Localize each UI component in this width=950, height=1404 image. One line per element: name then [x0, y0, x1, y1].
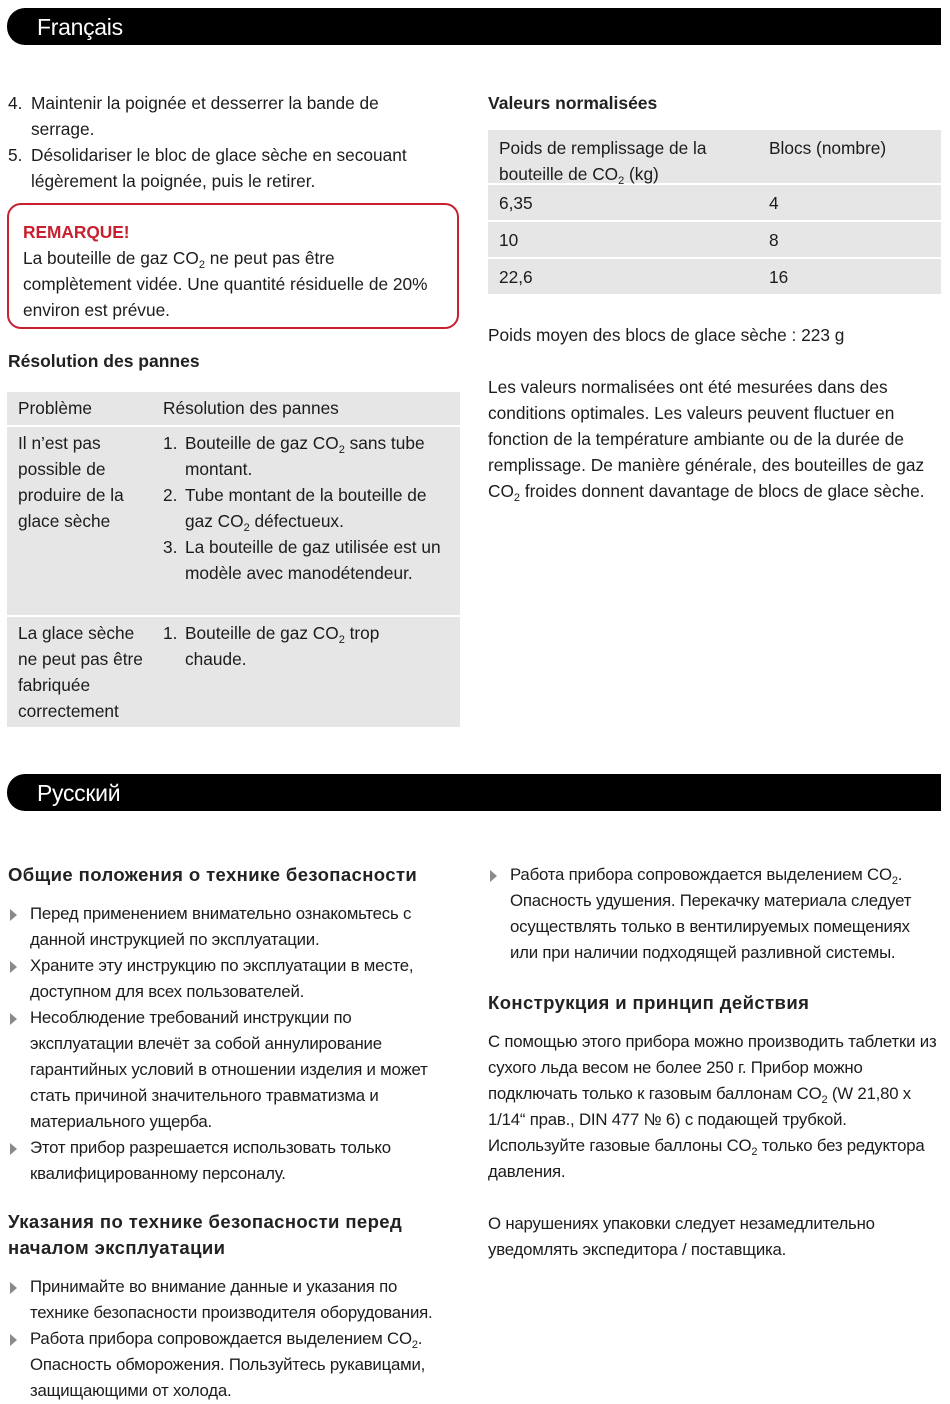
- bullet-arrow-icon: [10, 1013, 17, 1025]
- remark-label: REMARQUE!: [23, 222, 130, 242]
- values-note: Les valeurs normalisées ont été mesurées dans des conditions optimales. Les valeurs peuvent fluctuer en fonction de la température ambiante ou de la durée de remplissage. De manière générale, des bouteilles de gaz $CO_2$ froides donnent davantage de blocs de glace sèche.: [488, 377, 925, 504]
- remark-box: [7, 203, 459, 329]
- list-item: Храните эту инструкцию по эксплуатации в месте, доступном для всех пользователей.: [8, 953, 458, 1005]
- bullet-arrow-icon: [10, 961, 17, 973]
- bullet-arrow-icon: [490, 870, 497, 882]
- packaging-paragraph: О нарушениях упаковки следует незамедлительно уведомлять экспедитора / поставщика.: [488, 1214, 875, 1259]
- weight-cell: 22,6: [499, 267, 533, 287]
- values-heading: Valeurs normalisées: [488, 93, 658, 113]
- before-use-heading: Указания по технике безопасности перед началом эксплуатации: [8, 1211, 403, 1258]
- values-table: [488, 130, 941, 296]
- column-header-weight: Poids de remplissage de la bouteille de $CO_2$ (kg): [499, 138, 707, 187]
- before-use-list-continued: [488, 862, 940, 966]
- solution-cell: [163, 617, 460, 727]
- average-weight: Poids moyen des blocs de glace sèche : 223 g: [488, 325, 845, 345]
- section-header-french: [7, 8, 941, 45]
- table-row: [7, 617, 460, 727]
- list-item: Работа прибора сопровождается выделением $CO_2$. Опасность удушения. Перекачку материала следует осуществлять только в вентилируемых помещениях или при наличии подходящей разливной системы.: [488, 862, 940, 966]
- table-row: [488, 259, 941, 296]
- construction-paragraph: С помощью этого прибора можно производить таблетки из сухого льда весом не более 250 г. Прибор можно подключать только к газовым баллонам $CO_2$ (W 21,80 x 1/14“ прав., DIN 477 № 6) с подающей трубкой. Используйте газовые баллоны $CO_2$ только без редуктора давления.: [488, 1032, 937, 1181]
- table-row: [488, 185, 941, 222]
- bullet-arrow-icon: [10, 909, 17, 921]
- section-header-russian: [7, 774, 941, 811]
- step-item: 5. Désolidariser le bloc de glace sèche en secouant légèrement la poignée, puis le retirer.: [8, 145, 407, 191]
- column-header-solution: Résolution des pannes: [163, 398, 339, 418]
- section-title: Français: [37, 14, 123, 40]
- blocks-cell: 8: [769, 230, 779, 250]
- list-item: Этот прибор разрешается использовать только квалифицированному персоналу.: [8, 1135, 458, 1187]
- list-item: Несоблюдение требований инструкции по эксплуатации влечёт за собой аннулирование гарантийных условий в отношении изделия и может стать причиной значительного травматизма и материального ущерба.: [8, 1005, 458, 1135]
- problem-cell: La glace sèche ne peut pas être fabriquée correctement: [18, 623, 143, 721]
- list-item: Перед применением внимательно ознакомьтесь с данной инструкцией по эксплуатации.: [8, 901, 458, 953]
- table-row: [7, 427, 460, 617]
- safety-heading: Общие положения о технике безопасности: [8, 864, 418, 885]
- bullet-arrow-icon: [10, 1334, 17, 1346]
- table-header-row: [488, 130, 941, 185]
- values-remarks: [488, 322, 940, 504]
- solution-item: 3. La bouteille de gaz utilisée est un modèle avec manodétendeur.: [163, 537, 441, 583]
- table-row: [488, 222, 941, 259]
- column-header-blocks: Blocs (nombre): [769, 138, 887, 158]
- construction-text: [488, 1029, 942, 1263]
- solution-cell: [163, 427, 460, 615]
- blocks-cell: 16: [769, 267, 789, 287]
- problem-cell: Il n’est pas possible de produire de la glace sèche: [18, 433, 124, 531]
- remark-text: La bouteille de gaz $CO_2$ ne peut pas être complètement vidée. Une quantité résiduelle de 20% environ est prévue.: [23, 248, 428, 320]
- safety-list: [8, 901, 458, 1187]
- solution-item: 2. Tube montant de la bouteille de gaz $CO_2$ défectueux.: [163, 485, 427, 534]
- bullet-arrow-icon: [10, 1282, 17, 1294]
- list-item: Принимайте во внимание данные и указания по технике безопасности производителя оборудования.: [8, 1274, 458, 1326]
- before-use-list: [8, 1274, 458, 1404]
- troubleshooting-heading: Résolution des pannes: [8, 351, 200, 371]
- column-header-problem: Problème: [18, 398, 92, 418]
- troubleshooting-table: [7, 392, 460, 727]
- section-title: Русский: [37, 780, 121, 806]
- weight-cell: 6,35: [499, 193, 533, 213]
- steps-list: [8, 90, 438, 194]
- table-header-row: [7, 392, 460, 427]
- solution-item: 1. Bouteille de gaz $CO_2$ trop chaude.: [163, 623, 380, 669]
- weight-cell: 10: [499, 230, 519, 250]
- bullet-arrow-icon: [10, 1143, 17, 1155]
- list-item: Работа прибора сопровождается выделением $CO_2$. Опасность обморожения. Пользуйтесь рукавицами, защищающими от холода.: [8, 1326, 458, 1404]
- step-item: 4. Maintenir la poignée et desserrer la bande de serrage.: [8, 93, 379, 139]
- solution-item: 1. Bouteille de gaz $CO_2$ sans tube montant.: [163, 433, 425, 479]
- construction-heading: Конструкция и принцип действия: [488, 992, 810, 1013]
- blocks-cell: 4: [769, 193, 779, 213]
